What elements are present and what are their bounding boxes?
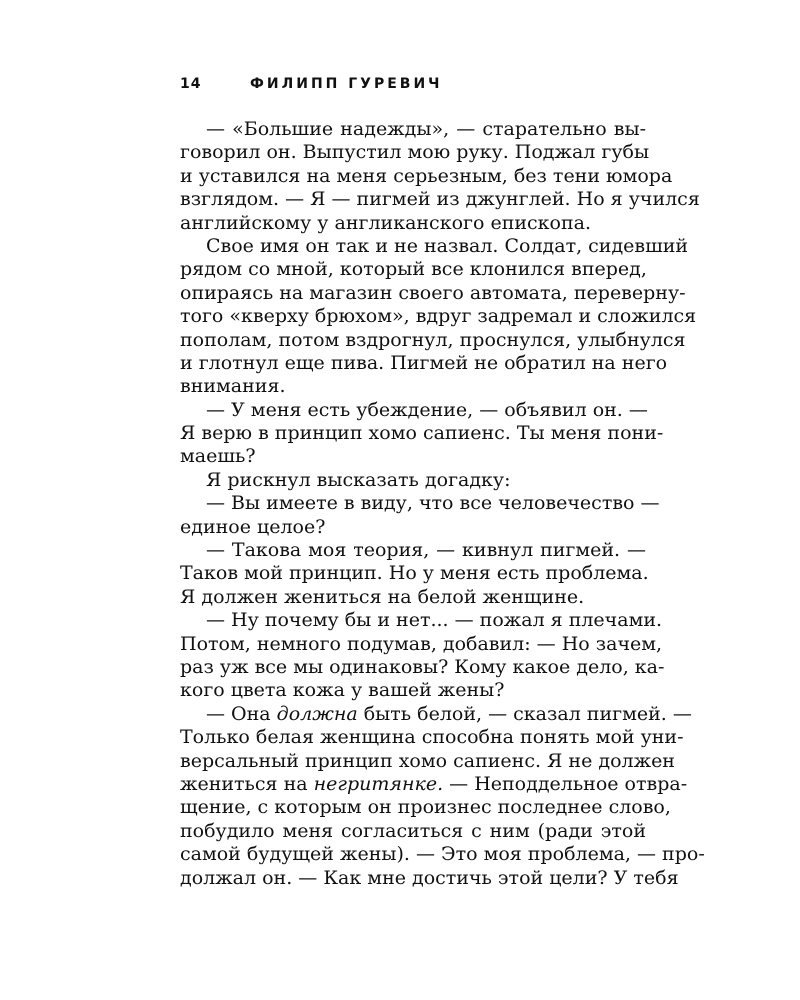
text-line: [180, 702, 692, 726]
text-line: пополам, потом вздрогнул, проснулся, улыбнулся: [180, 328, 686, 351]
text-line: — Такова моя теория, — кивнул пигмей. —: [206, 539, 646, 562]
text-line: Свое имя он так и не назвал. Солдат, сидевший: [206, 234, 689, 257]
text-line: раз уж все мы одинаковы? Кому какое дело, ка-: [180, 655, 665, 678]
text-line: рядом со мной, который все клонился вперед,: [180, 258, 647, 281]
text-line: Потом, немного подумав, добавил: — Но зачем,: [180, 632, 663, 655]
page-number: 14: [180, 76, 202, 92]
text-line: внимания.: [180, 375, 286, 398]
text-line: маешь?: [180, 445, 256, 468]
italic-word: негритянке.: [313, 772, 444, 795]
text-line: и глотнул еще пива. Пигмей не обратил на него: [180, 351, 668, 374]
text-line: Я рискнул высказать догадку:: [206, 468, 511, 491]
text-line: говорил он. Выпустил мою руку. Поджал губы: [180, 141, 650, 164]
italic-word: должна: [276, 702, 358, 725]
text-segment: — Неподдельное отвра-: [443, 772, 688, 795]
text-line: единое целое?: [180, 515, 326, 538]
text-line: — Ну почему бы и нет... — пожал я плечами.: [206, 609, 663, 632]
body-text: [180, 118, 705, 890]
text-segment: жениться на: [180, 772, 314, 795]
text-line: побудило меня согласиться с ним (ради этой: [180, 819, 646, 842]
text-line: — Вы имеете в виду, что все человечество —: [206, 492, 660, 515]
text-line: Я должен жениться на белой женщине.: [180, 585, 585, 608]
text-line: версальный принцип хомо сапиенс. Я не должен: [180, 749, 675, 772]
text-line: щение, с которым он произнес последнее слово,: [180, 796, 671, 819]
text-line: того «кверху брюхом», вдруг задремал и сложился: [180, 305, 697, 328]
text-line: — «Большие надежды», — старательно вы-: [206, 118, 646, 140]
text-line: Только белая женщина способна понять мой уни-: [180, 726, 684, 749]
text-line: самой будущей жены). — Это моя проблема, — про-: [180, 843, 705, 866]
text-line: и уставился на меня серьезным, без тени юмора: [180, 164, 673, 187]
text-line: английскому у англиканского епископа.: [180, 211, 592, 234]
text-line: взглядом. — Я — пигмей из джунглей. Но я учился: [180, 188, 700, 211]
text-line: должал он. — Как мне достичь этой цели? У тебя: [180, 866, 679, 889]
text-line: опираясь на магазин своего автомата, переверну-: [180, 281, 686, 304]
text-line: — У меня есть убеждение, — объявил он. —: [206, 398, 648, 421]
text-line: Я верю в принцип хомо сапиенс. Ты меня пони-: [180, 422, 664, 445]
text-segment: быть белой, — сказал пигмей. —: [357, 702, 692, 725]
text-line: кого цвета кожа у вашей жены?: [180, 679, 505, 702]
text-segment: — Она: [206, 702, 277, 725]
author-name: ФИЛИПП ГУРЕВИЧ: [250, 76, 443, 92]
running-header: [180, 76, 443, 92]
text-line: Таков мой принцип. Но у меня есть проблема.: [180, 562, 649, 585]
text-line: [180, 772, 688, 796]
